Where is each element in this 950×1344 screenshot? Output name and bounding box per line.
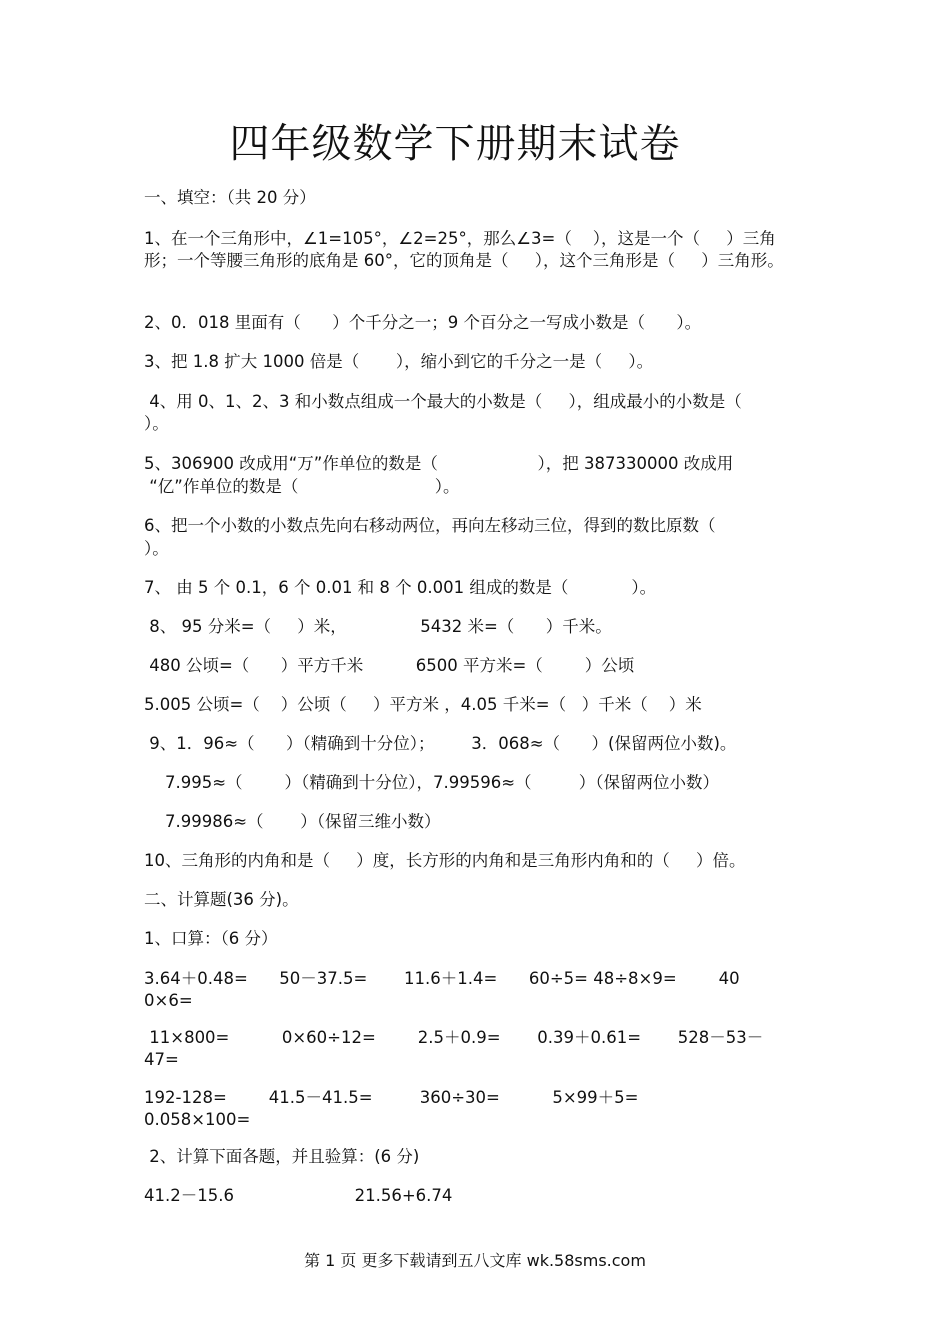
question-6-line-2: ）。 (144, 539, 169, 558)
question-7: 7、 由 5 个 0.1，6 个 0.01 和 8 个 0.001 组成的数是（ ）。 (144, 578, 657, 597)
question-4-line-1: 4、用 0、1、2、3 和小数点组成一个最大的小数是（ ），组成最小的小数是（ (144, 392, 742, 411)
question-2: 2、0．018 里面有（ ）个千分之一；9 个百分之一写成小数是（ ）。 (144, 313, 702, 332)
question-3: 3、把 1.8 扩大 1000 倍是（ ），缩小到它的千分之一是（ ）。 (144, 352, 654, 371)
question-5-line-1: 5、306900 改成用“万”作单位的数是（ ），把 387330000 改成用 (144, 454, 734, 473)
verify-calculation-problems: 41.2－15.6 21.56+6.74 (144, 1186, 453, 1205)
mental-math-row-3-line-2: 0.058×100= (144, 1110, 251, 1129)
question-5-line-2: “亿”作单位的数是（ ）。 (144, 477, 460, 496)
mental-math-row-1-line-1: 3.64＋0.48= 50－37.5= 11.6＋1.4= 60÷5= 48÷8×9= 40 (144, 969, 740, 988)
mental-math-row-2-line-1: 11×800= 0×60÷12= 2.5＋0.9= 0.39＋0.61= 528－53－ (144, 1028, 764, 1047)
question-1-line-2: 形；一个等腰三角形的底角是 60°，它的顶角是（ ），这个三角形是（ ）三角形。 (144, 251, 784, 270)
question-6-line-1: 6、把一个小数的小数点先向右移动两位，再向左移动三位，得到的数比原数（ (144, 516, 716, 535)
mental-math-row-2-line-2: 47= (144, 1050, 179, 1069)
exam-title: 四年级数学下册期末试卷 (229, 121, 681, 167)
question-9-line-1: 9、1．96≈（ ）（精确到十分位）； 3．068≈（ ）(保留两位小数)。 (144, 734, 737, 753)
mental-math-row-3-line-1: 192-128= 41.5－41.5= 360÷30= 5×99＋5= (144, 1088, 639, 1107)
mental-math-heading: 1、口算：（6 分） (144, 929, 278, 948)
section-calculation-heading: 二、计算题(36 分)。 (144, 890, 299, 909)
question-9-line-3: 7.99986≈（ ）（保留三维小数） (144, 812, 441, 831)
question-8-line-1: 8、 95 分米=（ ）米， 5432 米=（ ）千米。 (144, 617, 612, 636)
mental-math-row-1-line-2: 0×6= (144, 991, 193, 1010)
question-8-line-2: 480 公顷=（ ）平方千米 6500 平方米=（ ）公顷 (144, 656, 635, 675)
question-8-line-3: 5.005 公顷=（ ）公顷（ ）平方米 ，4.05 千米=（ ）千米（ ）米 (144, 695, 702, 714)
question-9-line-2: 7.995≈（ ）（精确到十分位），7.99596≈（ ）（保留两位小数） (144, 773, 720, 792)
verify-calculation-heading: 2、计算下面各题，并且验算：(6 分) (144, 1147, 420, 1166)
section-fill-in-heading: 一、填空：（共 20 分） (144, 188, 316, 207)
question-4-line-2: ）。 (144, 414, 169, 433)
page-footer: 第 1 页 更多下载请到五八文库 wk.58sms.com (304, 1251, 646, 1270)
question-1-line-1: 1、在一个三角形中，∠1=105°，∠2=25°，那么∠3=（ ），这是一个（ ）三角 (144, 229, 776, 248)
question-10: 10、三角形的内角和是（ ）度，长方形的内角和是三角形内角和的（ ）倍。 (144, 851, 746, 870)
